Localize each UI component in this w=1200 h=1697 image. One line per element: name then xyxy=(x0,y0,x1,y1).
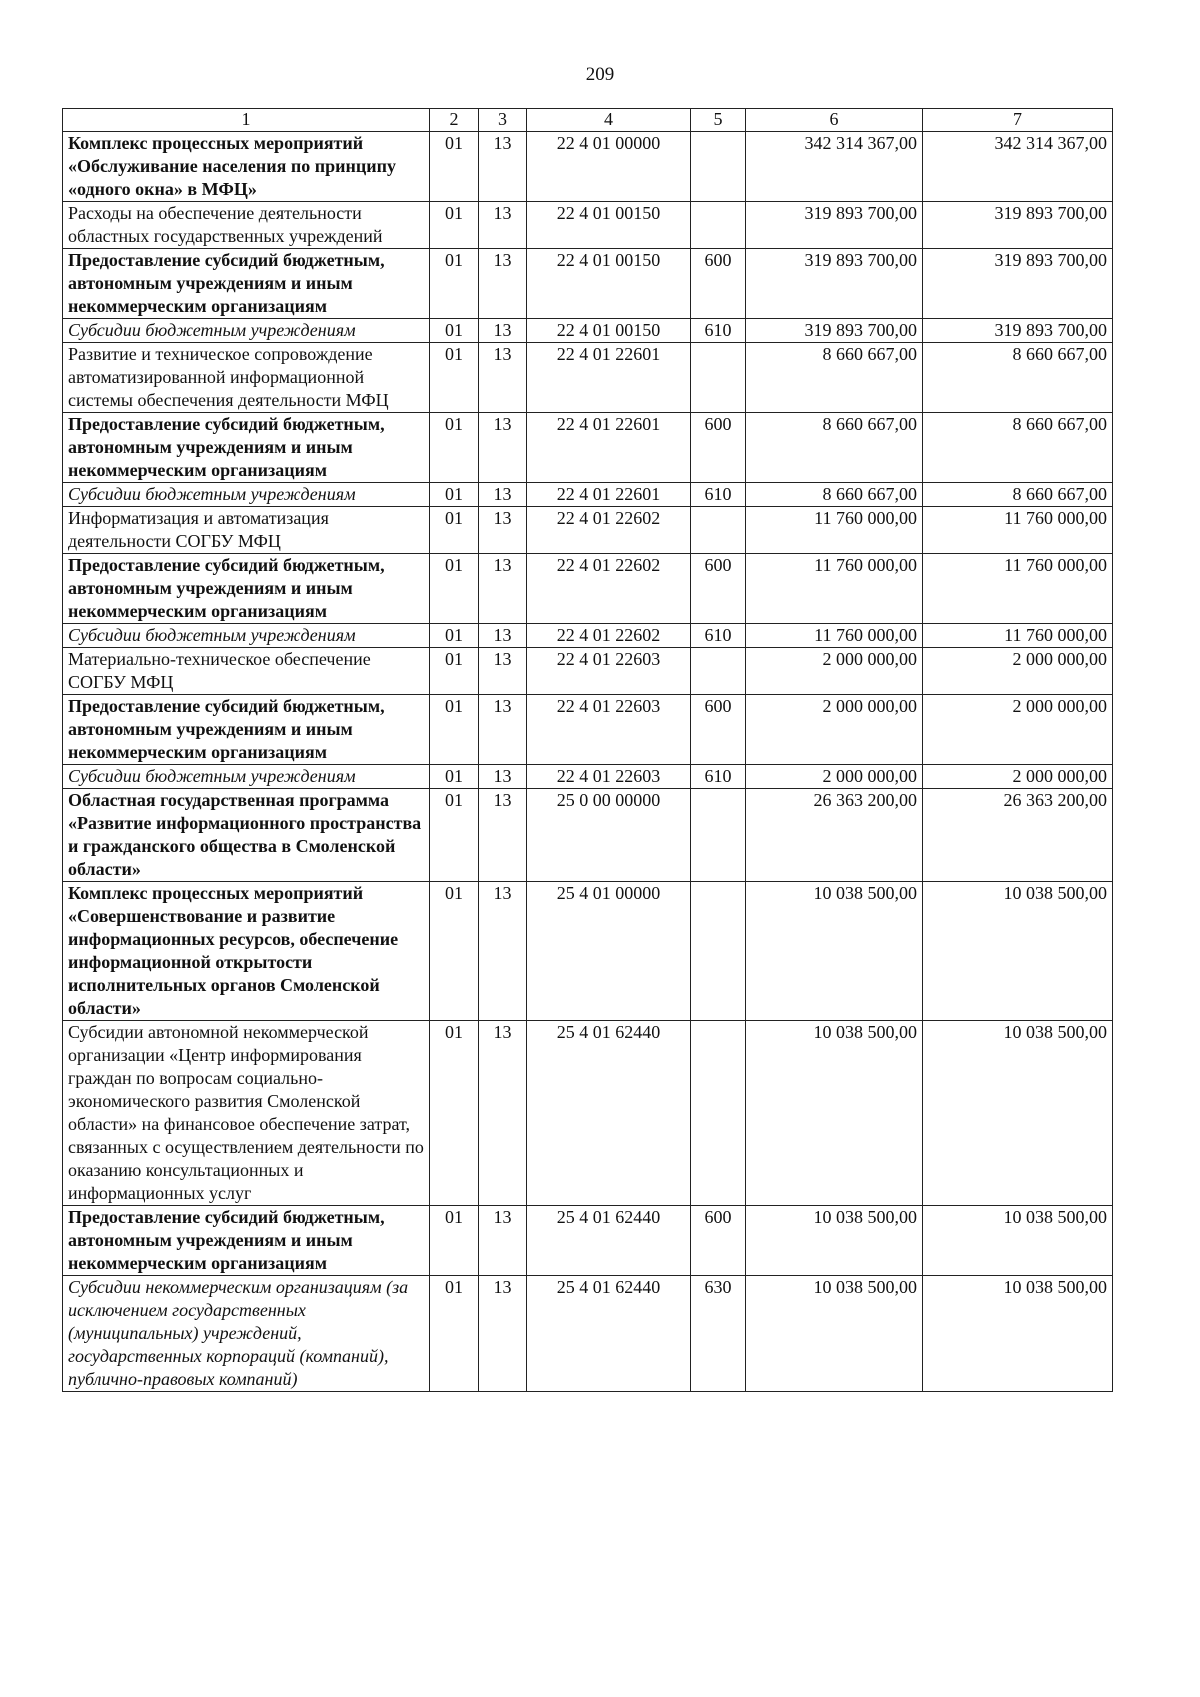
row-subsection: 13 xyxy=(479,319,527,343)
row-expense-type: 610 xyxy=(691,483,746,507)
row-name: Субсидии бюджетным учреждениям xyxy=(63,624,430,648)
row-amount-col6: 11 760 000,00 xyxy=(746,554,923,624)
row-expense-type xyxy=(691,648,746,695)
row-target-code: 22 4 01 22601 xyxy=(527,343,691,413)
table-row xyxy=(63,319,1113,343)
row-target-code: 25 0 00 00000 xyxy=(527,789,691,882)
table-row xyxy=(63,789,1113,882)
row-target-code: 22 4 01 22601 xyxy=(527,413,691,483)
table-row xyxy=(63,1021,1113,1206)
row-expense-type: 600 xyxy=(691,695,746,765)
row-target-code: 25 4 01 62440 xyxy=(527,1276,691,1392)
row-name: Предоставление субсидий бюджетным, автономным учреждениям и иным некоммерческим организациям xyxy=(63,249,430,319)
row-name: Развитие и техническое сопровождение автоматизированной информационной системы обеспечения деятельности МФЦ xyxy=(63,343,430,413)
row-amount-col7: 11 760 000,00 xyxy=(923,624,1113,648)
row-expense-type: 610 xyxy=(691,319,746,343)
table-row xyxy=(63,413,1113,483)
table-row xyxy=(63,554,1113,624)
row-expense-type: 600 xyxy=(691,249,746,319)
row-section: 01 xyxy=(430,343,479,413)
row-subsection: 13 xyxy=(479,132,527,202)
budget-table xyxy=(62,108,1113,1392)
table-row xyxy=(63,1276,1113,1392)
row-amount-col7: 10 038 500,00 xyxy=(923,1206,1113,1276)
row-name: Предоставление субсидий бюджетным, автономным учреждениям и иным некоммерческим организациям xyxy=(63,695,430,765)
row-section: 01 xyxy=(430,695,479,765)
row-name: Областная государственная программа «Развитие информационного пространства и гражданского общества в Смоленской области» xyxy=(63,789,430,882)
row-subsection: 13 xyxy=(479,624,527,648)
row-expense-type: 600 xyxy=(691,554,746,624)
row-target-code: 25 4 01 62440 xyxy=(527,1021,691,1206)
row-amount-col6: 10 038 500,00 xyxy=(746,1276,923,1392)
row-amount-col6: 8 660 667,00 xyxy=(746,483,923,507)
row-section: 01 xyxy=(430,1276,479,1392)
row-amount-col7: 2 000 000,00 xyxy=(923,765,1113,789)
row-amount-col6: 10 038 500,00 xyxy=(746,1021,923,1206)
row-subsection: 13 xyxy=(479,648,527,695)
page-number: 209 xyxy=(585,64,615,85)
table-row xyxy=(63,507,1113,554)
row-amount-col6: 8 660 667,00 xyxy=(746,343,923,413)
row-subsection: 13 xyxy=(479,507,527,554)
row-amount-col7: 2 000 000,00 xyxy=(923,695,1113,765)
row-expense-type xyxy=(691,1021,746,1206)
row-target-code: 22 4 01 22603 xyxy=(527,695,691,765)
row-subsection: 13 xyxy=(479,765,527,789)
row-section: 01 xyxy=(430,249,479,319)
table-row xyxy=(63,695,1113,765)
table-row xyxy=(63,648,1113,695)
header-col-5: 5 xyxy=(691,109,746,132)
row-expense-type xyxy=(691,882,746,1021)
row-amount-col7: 11 760 000,00 xyxy=(923,554,1113,624)
row-expense-type: 610 xyxy=(691,624,746,648)
row-section: 01 xyxy=(430,1021,479,1206)
row-subsection: 13 xyxy=(479,1021,527,1206)
row-section: 01 xyxy=(430,765,479,789)
row-amount-col6: 26 363 200,00 xyxy=(746,789,923,882)
row-expense-type xyxy=(691,789,746,882)
row-section: 01 xyxy=(430,413,479,483)
row-amount-col6: 10 038 500,00 xyxy=(746,882,923,1021)
row-subsection: 13 xyxy=(479,483,527,507)
row-expense-type xyxy=(691,507,746,554)
row-subsection: 13 xyxy=(479,695,527,765)
row-name: Предоставление субсидий бюджетным, автономным учреждениям и иным некоммерческим организациям xyxy=(63,1206,430,1276)
row-amount-col7: 10 038 500,00 xyxy=(923,1021,1113,1206)
row-amount-col7: 319 893 700,00 xyxy=(923,319,1113,343)
row-amount-col7: 8 660 667,00 xyxy=(923,343,1113,413)
row-amount-col6: 2 000 000,00 xyxy=(746,765,923,789)
row-section: 01 xyxy=(430,483,479,507)
row-subsection: 13 xyxy=(479,343,527,413)
row-name: Комплекс процессных мероприятий «Совершенствование и развитие информационных ресурсов, обеспечение информационной открытости исполнительных органов Смоленской области» xyxy=(63,882,430,1021)
row-target-code: 22 4 01 22602 xyxy=(527,624,691,648)
row-section: 01 xyxy=(430,507,479,554)
table-row xyxy=(63,249,1113,319)
table-row xyxy=(63,202,1113,249)
row-expense-type xyxy=(691,343,746,413)
row-expense-type: 600 xyxy=(691,413,746,483)
row-subsection: 13 xyxy=(479,789,527,882)
row-amount-col6: 319 893 700,00 xyxy=(746,202,923,249)
row-amount-col6: 8 660 667,00 xyxy=(746,413,923,483)
header-col-4: 4 xyxy=(527,109,691,132)
table-row xyxy=(63,483,1113,507)
row-subsection: 13 xyxy=(479,413,527,483)
row-name: Субсидии бюджетным учреждениям xyxy=(63,319,430,343)
row-amount-col7: 11 760 000,00 xyxy=(923,507,1113,554)
header-col-2: 2 xyxy=(430,109,479,132)
row-target-code: 25 4 01 62440 xyxy=(527,1206,691,1276)
row-subsection: 13 xyxy=(479,1276,527,1392)
row-amount-col7: 8 660 667,00 xyxy=(923,483,1113,507)
row-amount-col7: 10 038 500,00 xyxy=(923,882,1113,1021)
row-name: Субсидии бюджетным учреждениям xyxy=(63,483,430,507)
row-amount-col6: 2 000 000,00 xyxy=(746,648,923,695)
row-amount-col7: 8 660 667,00 xyxy=(923,413,1113,483)
row-amount-col6: 11 760 000,00 xyxy=(746,507,923,554)
row-target-code: 22 4 01 00150 xyxy=(527,319,691,343)
row-amount-col7: 319 893 700,00 xyxy=(923,249,1113,319)
table-row xyxy=(63,765,1113,789)
row-name: Субсидии некоммерческим организациям (за исключением государственных (муниципальных) учреждений, государственных корпораций (компаний), публично-правовых компаний) xyxy=(63,1276,430,1392)
table-body xyxy=(63,132,1113,1392)
row-section: 01 xyxy=(430,1206,479,1276)
row-section: 01 xyxy=(430,789,479,882)
table-row xyxy=(63,132,1113,202)
row-target-code: 22 4 01 22603 xyxy=(527,765,691,789)
header-col-3: 3 xyxy=(479,109,527,132)
row-name: Субсидии бюджетным учреждениям xyxy=(63,765,430,789)
row-expense-type: 630 xyxy=(691,1276,746,1392)
table-row xyxy=(63,624,1113,648)
row-target-code: 22 4 01 22602 xyxy=(527,554,691,624)
row-amount-col7: 10 038 500,00 xyxy=(923,1276,1113,1392)
row-section: 01 xyxy=(430,882,479,1021)
row-amount-col6: 319 893 700,00 xyxy=(746,249,923,319)
header-col-7: 7 xyxy=(923,109,1113,132)
header-col-1: 1 xyxy=(63,109,430,132)
row-section: 01 xyxy=(430,624,479,648)
row-amount-col7: 2 000 000,00 xyxy=(923,648,1113,695)
row-section: 01 xyxy=(430,202,479,249)
row-amount-col6: 2 000 000,00 xyxy=(746,695,923,765)
row-subsection: 13 xyxy=(479,1206,527,1276)
row-name: Материально-техническое обеспечение СОГБУ МФЦ xyxy=(63,648,430,695)
table-row xyxy=(63,882,1113,1021)
row-amount-col7: 26 363 200,00 xyxy=(923,789,1113,882)
row-name: Предоставление субсидий бюджетным, автономным учреждениям и иным некоммерческим организациям xyxy=(63,554,430,624)
row-amount-col7: 342 314 367,00 xyxy=(923,132,1113,202)
row-name: Субсидии автономной некоммерческой организации «Центр информирования граждан по вопросам социально-экономического развития Смоленской области» на финансовое обеспечение затрат, связанных с осуществлением деятельности по оказанию консультационных и информационных услуг xyxy=(63,1021,430,1206)
row-subsection: 13 xyxy=(479,249,527,319)
row-amount-col6: 342 314 367,00 xyxy=(746,132,923,202)
row-section: 01 xyxy=(430,648,479,695)
row-target-code: 22 4 01 22602 xyxy=(527,507,691,554)
row-target-code: 22 4 01 00000 xyxy=(527,132,691,202)
table-row xyxy=(63,343,1113,413)
row-target-code: 22 4 01 22603 xyxy=(527,648,691,695)
row-amount-col6: 10 038 500,00 xyxy=(746,1206,923,1276)
row-expense-type xyxy=(691,132,746,202)
row-expense-type: 610 xyxy=(691,765,746,789)
row-amount-col6: 319 893 700,00 xyxy=(746,319,923,343)
row-amount-col7: 319 893 700,00 xyxy=(923,202,1113,249)
row-subsection: 13 xyxy=(479,882,527,1021)
row-subsection: 13 xyxy=(479,554,527,624)
row-section: 01 xyxy=(430,132,479,202)
table-row xyxy=(63,1206,1113,1276)
row-section: 01 xyxy=(430,554,479,624)
row-target-code: 22 4 01 00150 xyxy=(527,249,691,319)
row-target-code: 22 4 01 00150 xyxy=(527,202,691,249)
row-name: Комплекс процессных мероприятий «Обслуживание населения по принципу «одного окна» в МФЦ» xyxy=(63,132,430,202)
header-row xyxy=(63,109,1113,132)
row-target-code: 25 4 01 00000 xyxy=(527,882,691,1021)
row-name: Информатизация и автоматизация деятельности СОГБУ МФЦ xyxy=(63,507,430,554)
row-expense-type xyxy=(691,202,746,249)
row-name: Предоставление субсидий бюджетным, автономным учреждениям и иным некоммерческим организациям xyxy=(63,413,430,483)
row-target-code: 22 4 01 22601 xyxy=(527,483,691,507)
row-name: Расходы на обеспечение деятельности областных государственных учреждений xyxy=(63,202,430,249)
header-col-6: 6 xyxy=(746,109,923,132)
row-subsection: 13 xyxy=(479,202,527,249)
row-section: 01 xyxy=(430,319,479,343)
row-expense-type: 600 xyxy=(691,1206,746,1276)
row-amount-col6: 11 760 000,00 xyxy=(746,624,923,648)
